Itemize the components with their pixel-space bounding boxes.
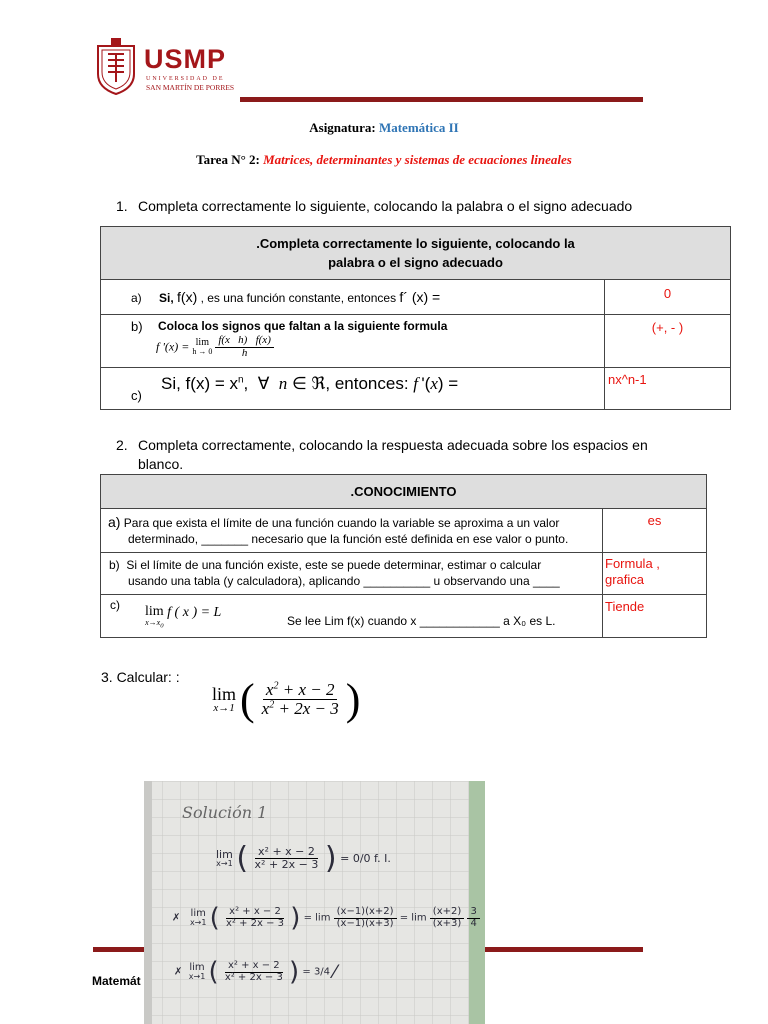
q1-row-a-text1: Si,	[159, 291, 174, 305]
logo-subtitle-2: SAN MARTÍN DE PORRES	[146, 83, 235, 92]
header-divider	[240, 97, 643, 102]
q1-row-b	[101, 315, 605, 368]
q2-row-a	[101, 509, 603, 553]
q2-row-c-label: c)	[110, 598, 120, 612]
q1-row-a-fpx: f´ (x) =	[399, 289, 441, 305]
asignatura-value: Matemática II	[378, 120, 459, 135]
q1-answer-b-cell	[605, 315, 731, 368]
handwritten-title: Solución 1	[182, 803, 268, 822]
logo-subtitle-1: UNIVERSIDAD DE	[146, 76, 225, 82]
power-rule-formula: Si, $f(x) = x^n$, ∀ n ∈ ℜ, entonces: f '(x) =	[161, 374, 459, 393]
handwritten-line-3: ✗ lim x→1 ( $\frac{\text{x² + x − 2}}{\text{x² + 2x − 3}}$ ) = 3/4 ⁄	[174, 957, 337, 987]
q1-row-a-text2: , es una función constante, entonces	[200, 291, 397, 305]
q1-answer-b: (+, - )	[651, 320, 684, 335]
logo-text: USMP	[144, 44, 227, 74]
derivative-formula: f '(x) = lim h → 0 $\frac{\text{f(x h) f(x)}}{h}$	[156, 335, 274, 359]
q2-row-b-line1: Si el límite de una función existe, este se puede determinar, estimar o calcular	[126, 558, 542, 572]
q1-row-a	[101, 280, 605, 315]
q2-answer-c: Tiende	[605, 599, 645, 614]
q2-table-header: .CONOCIMIENTO	[101, 475, 707, 509]
q2-row-a-line2: determinado, _______ necesario que la función esté definida en ese valor o punto.	[128, 532, 569, 546]
q2-row-b-label: b)	[109, 558, 120, 572]
q1-text: Completa correctamente lo siguiente, colocando la palabra o el signo adecuado	[138, 198, 633, 214]
q1-answer-a: 0	[663, 286, 672, 301]
q1-table-header	[101, 227, 731, 280]
q2-answer-c-cell	[603, 595, 707, 638]
q2-answer-a-cell	[603, 509, 707, 553]
q1-header-line2: palabra o el signo adecuado	[328, 255, 503, 270]
q2-text-line1: Completa correctamente, colocando la respuesta adecuada sobre los espacios en	[138, 437, 648, 453]
q2-row-b	[101, 553, 603, 595]
q1-answer-c-cell	[605, 368, 731, 410]
handwritten-line-1: lim x→1 ( $\frac{\text{x² + x − 2}}{\text{x² + 2x − 3}}$ ) = 0/0 f. I.	[216, 841, 391, 876]
q1-number: 1.	[116, 198, 128, 214]
tarea-line	[0, 152, 768, 168]
q1-row-c	[101, 368, 605, 410]
q3-limit-expression: lim x→1 ( $\frac{x^2 + x - 2}{x^2 + 2x - 3}$ )	[212, 675, 361, 724]
q3-label: 3. Calcular: :	[101, 669, 180, 685]
tarea-value: Matrices, determinantes y sistemas de ecuaciones lineales	[263, 152, 572, 167]
q1-row-b-text: Coloca los signos que faltan a la siguiente formula	[158, 319, 448, 333]
q1-table	[100, 226, 731, 410]
university-logo	[94, 38, 244, 98]
q1-row-a-fx: f(x)	[177, 289, 198, 305]
q1-row-c-label: c)	[131, 388, 142, 403]
asignatura-line	[0, 120, 768, 136]
limit-notation: lim $x\to x_0$ f ( x ) = L	[145, 604, 222, 630]
q1-header-line1: .Completa correctamente lo siguiente, colocando la	[256, 236, 575, 251]
handwritten-result: = 3/4	[302, 966, 331, 978]
q2-row-a-line1: Para que exista el límite de una función cuando la variable se aproxima a un valor	[123, 516, 560, 530]
q2-answer-b-line2: grafica	[605, 572, 645, 587]
asignatura-label: Asignatura:	[309, 120, 376, 135]
q2-row-b-line2: usando una tabla (y calculadora), aplicando __________ u observando una ____	[128, 574, 560, 588]
q2-answer-a: es	[647, 513, 662, 528]
q2-number: 2.	[116, 437, 128, 453]
q2-row-c-text: Se lee Lim f(x) cuando x ____________ a X₀ es L.	[287, 614, 556, 628]
q2-answer-b-line1: Formula ,	[605, 556, 660, 571]
q2-table	[100, 474, 707, 638]
q2-answer-b-cell	[603, 553, 707, 595]
q1-answer-c: nx^n-1	[608, 372, 647, 387]
tarea-label: Tarea N° 2:	[196, 152, 260, 167]
handwritten-fi: = 0/0 f. I.	[340, 852, 391, 865]
footer-subject: Matemát	[92, 974, 141, 988]
seal-icon	[94, 38, 138, 96]
handwritten-solution-photo	[144, 781, 485, 1024]
q2-text-line2: blanco.	[138, 456, 184, 472]
q1-answer-a-cell	[605, 280, 731, 315]
q2-row-a-label: a)	[108, 514, 121, 530]
q1-row-b-label: b)	[131, 319, 143, 334]
q2-row-c	[101, 595, 603, 638]
q1-row-a-label: a)	[131, 291, 142, 305]
handwritten-line-2: ✗ lim x→1 ( $\frac{\text{x² + x − 2}}{\text{x² + 2x − 3}}$ ) = lim $\frac{(x-1)(x+2)}{(x-1)(x+3)}$ = lim $\frac{(x+2)}{(x+3)}$ $\frac{3}{4}$	[172, 903, 480, 933]
